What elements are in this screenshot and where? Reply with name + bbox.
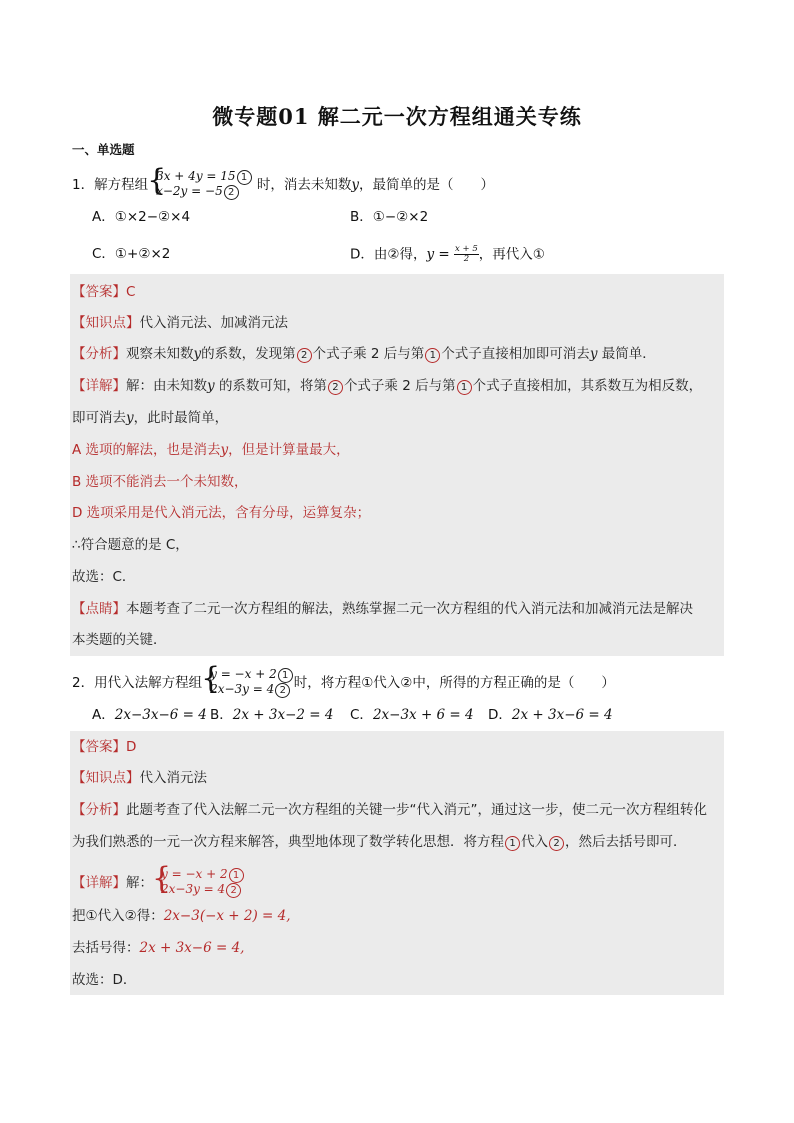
detail-text: 的系数可知，将第 (218, 378, 327, 394)
circle-1-icon: 1 (457, 380, 472, 395)
q1-eq1: 3x + 4y = 15 (156, 169, 236, 183)
option-letter: B． (210, 707, 233, 723)
q1-stem-text: 解方程组 (94, 177, 149, 193)
detail-text: ，但是计算量最大， (228, 442, 350, 458)
q1-option-d-eq: y = (426, 246, 450, 263)
circle-1-icon: 1 (505, 836, 520, 851)
q2-stem-post: 时，将方程①代入②中，所得的方程正确的是（ ） (293, 675, 615, 691)
q2-detail (72, 868, 245, 898)
q1-option-d[interactable] (350, 245, 545, 264)
analysis-text: 代入 (521, 834, 548, 850)
q1-knowledge-point (72, 314, 288, 332)
option-letter: A． (92, 707, 115, 723)
section-heading: 一、单选题 (72, 142, 135, 157)
analysis-text: 最简单． (601, 346, 656, 362)
q1-detail-therefore: ∴符合题意的是 C， (72, 537, 189, 553)
analysis-text: 的系数，发现第 (201, 346, 296, 362)
fraction-numerator: x + 5 (455, 244, 478, 254)
circle-2-icon: 2 (297, 348, 312, 363)
q2-detail-eq2: 2x−3y = 4 (161, 882, 226, 896)
detail-equation: 2x + 3x−6 = 4, (139, 940, 245, 956)
answer-tag: 【答案】 (72, 284, 126, 300)
q1-option-d-pre: D．由②得， (350, 246, 427, 263)
detail-text: 个式子乘 2 后与第 (343, 378, 456, 394)
circle-2-icon: 2 (549, 836, 564, 851)
q2-stem (72, 668, 615, 698)
q1-detail-line1 (72, 377, 702, 395)
circle-1-icon: 1 (229, 868, 244, 883)
knowledge-tag: 【知识点】 (72, 315, 140, 331)
circle-2-icon: 2 (328, 380, 343, 395)
q2-analysis-line2 (72, 833, 687, 851)
knowledge-text: 代入消元法 (139, 770, 207, 786)
option-equation: 2x + 3x−2 = 4 (232, 707, 334, 723)
analysis-text: 为我们熟悉的一元一次方程来解答，典型地体现了数学转化思想．将方程 (72, 834, 504, 850)
circle-2-icon: 2 (275, 683, 290, 698)
q2-detail-eq1: y = −x + 2 (161, 867, 228, 881)
var-y: y (220, 442, 229, 458)
detail-text: 解：由未知数 (126, 378, 207, 394)
q2-analysis-line1 (72, 801, 707, 819)
circle-1-icon: 1 (425, 348, 440, 363)
q1-answer (72, 283, 135, 301)
var-y: y (126, 410, 134, 426)
circle-2-icon: 2 (226, 883, 241, 898)
q2-equation-system (202, 668, 294, 698)
q1-number: 1． (72, 177, 95, 193)
q2-knowledge-point (72, 769, 207, 787)
q1-dianjing-line2: 本类题的关键． (72, 632, 167, 648)
detail-text: 去括号得： (72, 940, 140, 956)
circle-2-icon: 2 (224, 185, 239, 200)
circle-1-icon: 1 (278, 668, 293, 683)
var-y: y (207, 378, 215, 394)
q1-option-a[interactable]: A．①×2−②×4 (92, 209, 191, 225)
q1-eq2: x−2y = −5 (156, 184, 223, 198)
option-equation: 2x−3x + 6 = 4 (372, 707, 474, 723)
detail-text: 把①代入②得： (72, 908, 164, 924)
dianjing-tag: 【点睛】 (72, 601, 126, 617)
detail-text: 个式子直接相加，其系数互为相反数， (472, 378, 703, 394)
dianjing-text: 本题考查了二元一次方程组的解法，熟练掌握二元一次方程组的代入消元法和加减消元法是解决 (126, 601, 693, 617)
q2-detail-equation-system (153, 868, 245, 898)
q1-analysis (72, 345, 656, 363)
q2-answer (72, 738, 136, 756)
analysis-tag: 【分析】 (72, 346, 126, 362)
detail-text: A 选项的解法，也是消去 (72, 442, 221, 458)
q2-eq1: y = −x + 2 (210, 667, 277, 681)
q1-stem-mid: 时，消去未知数 (256, 177, 352, 193)
q2-substitute (72, 907, 291, 925)
q1-stem-post: ，最简单的是（ ） (358, 177, 494, 193)
q2-stem-text: 用代入法解方程组 (94, 675, 203, 691)
detail-tag: 【详解】 (72, 378, 126, 394)
option-letter: C． (350, 707, 373, 723)
q2-option-c[interactable] (350, 706, 474, 724)
q2-number: 2． (72, 675, 95, 691)
option-equation: 2x−3x−6 = 4 (114, 707, 207, 723)
analysis-text: 此题考查了代入法解二元一次方程组的关键一步“代入消元”，通过这一步，使二元一次方程组转化 (126, 802, 707, 818)
option-letter: D． (488, 707, 512, 723)
fraction-denominator: 2 (463, 254, 470, 264)
q1-detail-a (72, 441, 350, 459)
q2-eq2: 2x−3y = 4 (210, 682, 275, 696)
analysis-text: 个式子乘 2 后与第 (312, 346, 425, 362)
q2-option-b[interactable] (210, 706, 333, 724)
var-y: y (589, 346, 598, 362)
answer-value: D (126, 739, 137, 755)
q1-option-d-post: ，再代入① (478, 246, 545, 263)
q1-equation-system (148, 170, 252, 200)
var-y: y (193, 346, 202, 362)
analysis-text: 个式子直接相加即可消去 (441, 346, 590, 362)
q1-var: y (351, 177, 359, 193)
option-equation: 2x + 3x−6 = 4 (511, 707, 613, 723)
detail-text: ，此时最简单， (133, 410, 229, 426)
q2-option-d[interactable] (488, 706, 613, 724)
answer-value: C (126, 284, 136, 300)
q1-detail-line2 (72, 409, 228, 427)
q1-stem (72, 170, 494, 200)
detail-tag: 【详解】 (72, 875, 126, 891)
q1-option-d-fraction (454, 245, 479, 264)
q2-expand (72, 939, 244, 957)
q2-option-a[interactable] (92, 706, 207, 724)
circle-1-icon: 1 (237, 170, 252, 185)
analysis-tag: 【分析】 (72, 802, 126, 818)
q1-detail-b: B 选项不能消去一个未知数， (72, 474, 248, 490)
detail-text: 解： (126, 875, 153, 891)
analysis-text: 观察未知数 (126, 346, 194, 362)
detail-equation: 2x−3(−x + 2) = 4, (163, 908, 291, 924)
page-title: 微专题01 解二元一次方程组通关专练 (212, 104, 582, 129)
q1-dianjing-line1 (72, 600, 693, 618)
q1-option-c[interactable]: C．①+②×2 (92, 246, 171, 262)
knowledge-tag: 【知识点】 (72, 770, 140, 786)
q1-detail-select: 故选：C． (72, 569, 136, 585)
q2-select: 故选：D． (72, 972, 137, 988)
q1-detail-d: D 选项采用是代入消元法，含有分母，运算复杂； (72, 505, 371, 521)
detail-text: 即可消去 (72, 410, 126, 426)
answer-tag: 【答案】 (72, 739, 126, 755)
q1-option-b[interactable]: B．①−②×2 (350, 209, 429, 225)
knowledge-text: 代入消元法、加减消元法 (139, 315, 288, 331)
analysis-text: ，然后去括号即可． (565, 834, 687, 850)
